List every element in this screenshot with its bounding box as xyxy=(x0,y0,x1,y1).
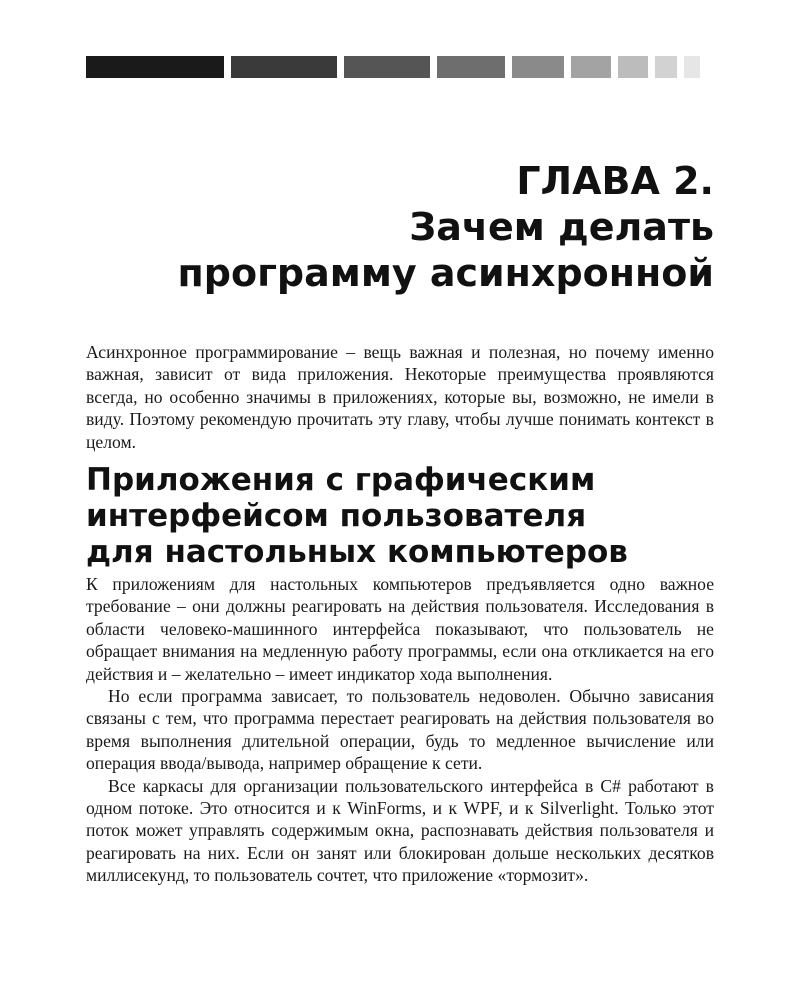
section-paragraph: Все каркасы для организации пользовательского интерфейса в C# работают в одном потоке. Это относится и к WinForms, и к WPF, и к Silverlight. Только этот поток может управлять содержимым окна, распознавать действия пользователя и реагировать на них. Если он занят или блокирован дольше нескольких десятков миллисекунд, то пользователь сочтет, что приложение «тормозит». xyxy=(86,775,714,886)
section-heading-line-2: интерфейсом пользователя xyxy=(86,498,587,534)
decor-segment xyxy=(655,56,677,78)
section-heading-line-3: для настольных компьютеров xyxy=(86,534,628,570)
decor-segment xyxy=(231,56,337,78)
decor-segment xyxy=(684,56,700,78)
decor-segment xyxy=(437,56,505,78)
section-paragraph: Но если программа зависает, то пользователь недоволен. Обычно зависания связаны с тем, что программа перестает реагировать на действия пользователя во время выполнения длительной операции, будь то медленное вычисление или операция ввода/вывода, например обращение к сети. xyxy=(86,686,714,774)
chapter-title-line-2: программу асинхронной xyxy=(177,251,714,295)
chapter-number: ГЛАВА 2. xyxy=(516,159,714,203)
decor-segment xyxy=(571,56,611,78)
decor-segment xyxy=(512,56,564,78)
chapter-decor-bar xyxy=(86,56,700,78)
chapter-title-line-1: Зачем делать xyxy=(409,205,714,249)
decor-segment xyxy=(344,56,430,78)
section-heading-line-1: Приложения с графическим xyxy=(86,462,596,498)
intro-paragraph: Асинхронное программирование – вещь важная и полезная, но почему именно важная, зависит от вида приложения. Некоторые преимущества проявляются всегда, но особенно значимы в приложениях, которые вы, возможно, не имели в виду. Поэтому рекомендую прочитать эту главу, чтобы лучше понимать контекст в целом. xyxy=(86,342,714,452)
decor-segment xyxy=(86,56,224,78)
section-heading xyxy=(86,462,714,570)
decor-segment xyxy=(618,56,648,78)
section-paragraph: К приложениям для настольных компьютеров предъявляется одно важное требование – они должны реагировать на действия пользователя. Исследования в области человеко-машинного интерфейса показывают, что пользователь не обращает внимания на медленную работу программы, если она откликается на его действия и – желательно – имеет индикатор хода выполнения. xyxy=(86,574,714,684)
chapter-title xyxy=(86,158,714,296)
section-body xyxy=(86,573,714,887)
